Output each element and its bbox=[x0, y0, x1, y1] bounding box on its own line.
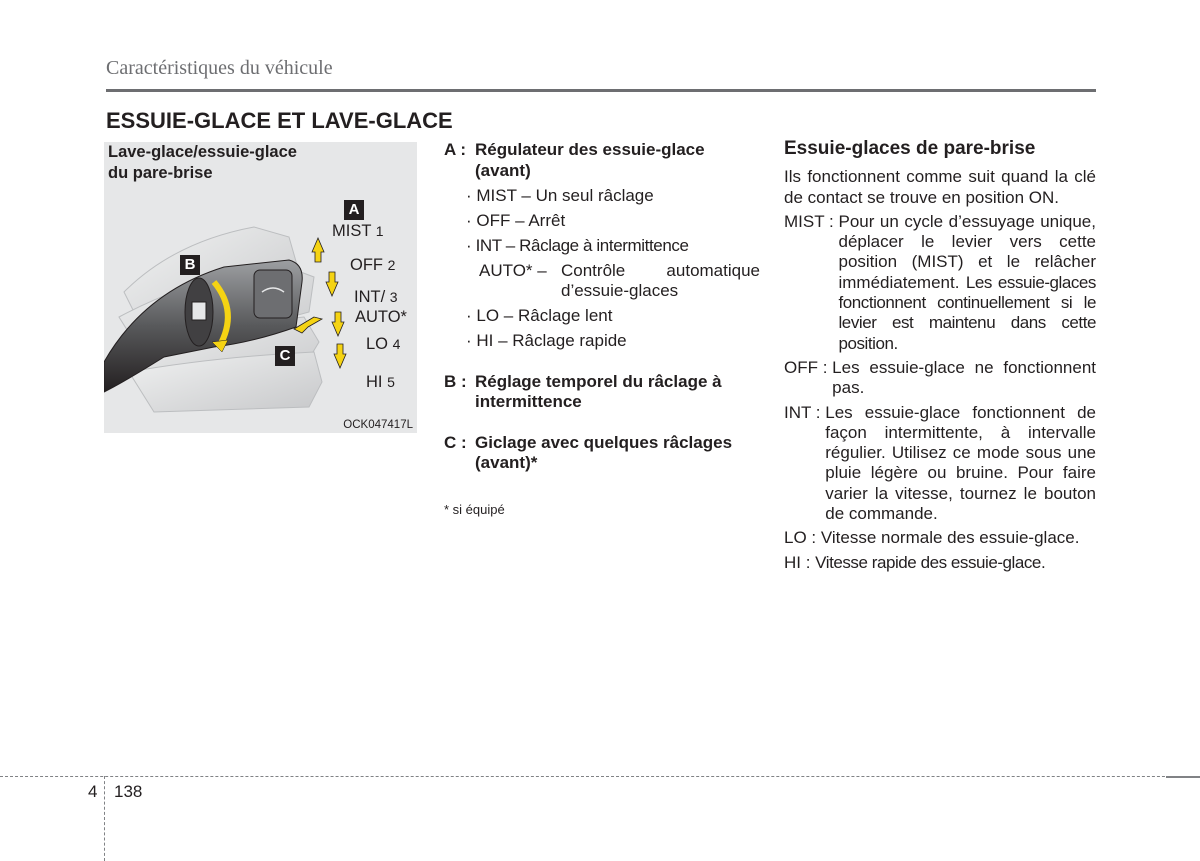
header-rule bbox=[106, 89, 1096, 92]
footnote: * si équipé bbox=[444, 501, 505, 517]
footer-gutter-rule bbox=[104, 776, 105, 861]
legend-b-text: Réglage temporel du râclage à intermittence bbox=[475, 371, 722, 411]
legend-auto-text: Contrôle automatique d’essuie-glaces bbox=[561, 260, 760, 300]
figure-label-lo: LO 4 bbox=[366, 335, 401, 353]
intro-paragraph: Ils fonctionnent comme suit quand la clé de contact se trouve en position ON. bbox=[784, 167, 1096, 207]
figure-label-auto: AUTO* bbox=[355, 308, 407, 326]
definition-key: MIST : bbox=[784, 211, 839, 231]
control-legend bbox=[444, 140, 760, 520]
figure-label-mist: MIST 1 bbox=[332, 222, 384, 240]
definition-text: Les essuie-glace fonctionnent de façon intermittente, à intervalle régulier. Utilisez ce mode sous une pluie légère ou bruine. Pour faire varier la vitesse, tournez le bouton de commande. bbox=[825, 402, 1096, 524]
definition-text: Vitesse rapide des essuie-glace. bbox=[815, 552, 1046, 572]
running-header: Caractéristiques du véhicule bbox=[106, 57, 333, 79]
section-title: ESSUIE-GLACE ET LAVE-GLACE bbox=[106, 108, 453, 133]
definition-text: Pour un cycle d’essuyage unique, déplacer le levier vers cette position (MIST) et le relâcher immédiatement. Les essuie-glaces fonctionnent continuellement si le levier est maintenu dans cette position. bbox=[838, 211, 1096, 353]
figure-letter-c: C bbox=[275, 346, 295, 366]
legend-c-text: Giclage avec quelques râclages (avant)* bbox=[475, 432, 733, 472]
legend-b-heading bbox=[444, 372, 760, 413]
figure-caption-line1: Lave-glace/essuie-glace bbox=[108, 143, 297, 161]
legend-b-key: B : bbox=[444, 371, 467, 391]
figure-label-off: OFF 2 bbox=[350, 256, 396, 274]
definition-int bbox=[784, 403, 1096, 525]
figure-label-hi: HI 5 bbox=[366, 373, 395, 391]
legend-a-item: · INT – Râclage à intermittence bbox=[466, 235, 689, 255]
definition-lo bbox=[784, 528, 1096, 548]
figure-label-int: INT/ 3 bbox=[354, 288, 398, 306]
definition-key: LO : bbox=[784, 528, 821, 548]
wiper-figure bbox=[104, 142, 417, 433]
legend-a-item: · MIST – Un seul râclage bbox=[466, 185, 654, 205]
legend-c-heading bbox=[444, 433, 760, 474]
legend-a-item: · HI – Râclage rapide bbox=[466, 331, 627, 350]
figure-caption bbox=[108, 142, 408, 184]
definition-hi bbox=[784, 553, 1096, 573]
legend-a-auto bbox=[444, 261, 760, 302]
definition-text: Les essuie-glace ne fonctionnent pas. bbox=[832, 357, 1096, 398]
legend-a-text: Régulateur des essuie-glace (avant) bbox=[475, 140, 705, 180]
legend-a-heading bbox=[444, 140, 760, 181]
definition-mist bbox=[784, 212, 1096, 354]
definition-key: INT : bbox=[784, 402, 826, 422]
chapter-number: 4 bbox=[88, 782, 98, 801]
legend-c-key: C : bbox=[444, 432, 467, 452]
footer-tick bbox=[1166, 776, 1200, 778]
legend-auto-key: AUTO* – bbox=[479, 260, 547, 280]
page-number: 138 bbox=[114, 782, 143, 801]
figure-caption-line2: du pare-brise bbox=[108, 164, 213, 182]
wiper-description bbox=[784, 139, 1096, 573]
subsection-title: Essuie-glaces de pare-brise bbox=[784, 138, 1036, 159]
footer-rule bbox=[0, 776, 1200, 777]
legend-a-item: · LO – Râclage lent bbox=[466, 306, 613, 325]
definition-key: OFF : bbox=[784, 357, 833, 377]
definition-key: HI : bbox=[784, 552, 816, 572]
figure-letter-b: B bbox=[180, 255, 200, 275]
figure-code: OCK047417L bbox=[343, 419, 413, 431]
definition-text: Vitesse normale des essuie-glace. bbox=[820, 528, 1080, 548]
figure-letter-a: A bbox=[344, 200, 364, 220]
definition-off bbox=[784, 358, 1096, 399]
legend-a-item: · OFF – Arrêt bbox=[466, 210, 566, 230]
legend-a-key: A : bbox=[444, 140, 467, 159]
